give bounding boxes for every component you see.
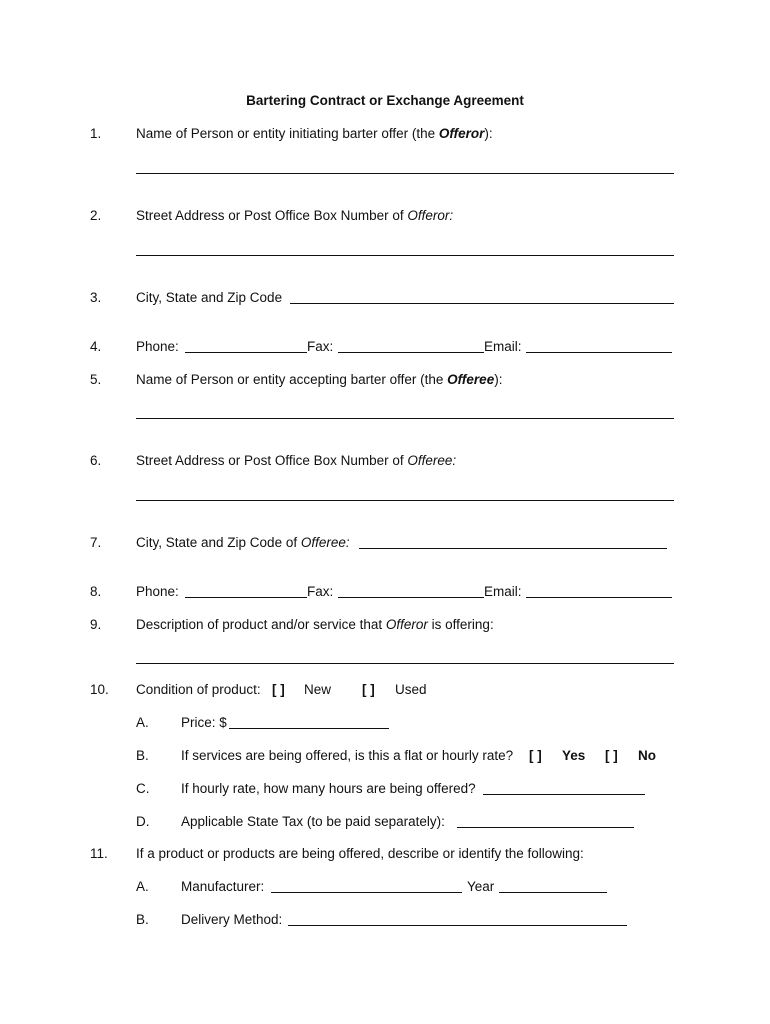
offeree-address-label: Street Address or Post Office Box Number of Offeree:	[136, 453, 457, 468]
offeror-phone-label: Phone:	[136, 339, 179, 354]
yes-label: Yes	[562, 748, 586, 763]
item-number: 2.	[90, 208, 102, 223]
condition-label: Condition of product:	[136, 682, 261, 697]
state-tax-label: Applicable State Tax (to be paid separately):	[181, 814, 445, 829]
offeree-email-field[interactable]	[526, 597, 672, 598]
document-title: Bartering Contract or Exchange Agreement	[246, 93, 524, 108]
new-label: New	[304, 682, 332, 697]
year-label: Year	[467, 879, 495, 894]
item-number: 10.	[90, 682, 109, 697]
product-details-label: If a product or products are being offered, describe or identify the following:	[136, 846, 584, 861]
manufacturer-field[interactable]	[271, 892, 462, 893]
offeree-email-label: Email:	[484, 584, 522, 599]
item-number: 9.	[90, 617, 102, 632]
item-number: 3.	[90, 290, 102, 305]
no-checkbox[interactable]: [ ]	[605, 748, 618, 763]
sub-letter: A.	[136, 879, 149, 894]
offeror-phone-field[interactable]	[185, 352, 307, 353]
item-number: 11.	[90, 846, 108, 861]
sub-letter: B.	[136, 748, 149, 763]
item-number: 6.	[90, 453, 102, 468]
rate-question-label: If services are being offered, is this a flat or hourly rate?	[181, 748, 514, 763]
offeror-email-label: Email:	[484, 339, 522, 354]
sub-letter: B.	[136, 912, 149, 927]
offeror-email-field[interactable]	[526, 352, 672, 353]
offeree-phone-field[interactable]	[185, 597, 307, 598]
item-number: 5.	[90, 372, 102, 387]
offeror-address-label: Street Address or Post Office Box Number of Offeror:	[136, 208, 454, 223]
offeree-name-field[interactable]	[136, 418, 674, 419]
sub-letter: C.	[136, 781, 150, 796]
used-checkbox[interactable]: [ ]	[362, 682, 375, 697]
offeree-city-field[interactable]	[359, 548, 667, 549]
offeror-fax-field[interactable]	[338, 352, 484, 353]
delivery-method-field[interactable]	[288, 925, 627, 926]
offeree-fax-label: Fax:	[307, 584, 334, 599]
description-field[interactable]	[136, 663, 674, 664]
description-label: Description of product and/or service that Offeror is offering:	[136, 617, 494, 632]
delivery-method-label: Delivery Method:	[181, 912, 283, 927]
offeror-name-label: Name of Person or entity initiating barter offer (the Offeror):	[136, 126, 493, 141]
offeree-name-label: Name of Person or entity accepting barter offer (the Offeree):	[136, 372, 503, 387]
manufacturer-label: Manufacturer:	[181, 879, 265, 894]
offeree-address-field[interactable]	[136, 500, 674, 501]
offeror-address-field[interactable]	[136, 255, 674, 256]
item-number: 4.	[90, 339, 102, 354]
state-tax-field[interactable]	[457, 827, 634, 828]
offeree-fax-field[interactable]	[338, 597, 484, 598]
yes-checkbox[interactable]: [ ]	[529, 748, 542, 763]
hours-label: If hourly rate, how many hours are being offered?	[181, 781, 476, 796]
item-number: 8.	[90, 584, 102, 599]
hours-field[interactable]	[483, 794, 645, 795]
sub-letter: A.	[136, 715, 149, 730]
price-label: Price: $	[181, 715, 227, 730]
used-label: Used	[395, 682, 427, 697]
offeror-city-label: City, State and Zip Code	[136, 290, 283, 305]
offeree-city-label: City, State and Zip Code of Offeree:	[136, 535, 350, 550]
offeree-phone-label: Phone:	[136, 584, 179, 599]
no-label: No	[638, 748, 656, 763]
item-number: 1.	[90, 126, 102, 141]
offeror-city-field[interactable]	[290, 303, 674, 304]
offeror-fax-label: Fax:	[307, 339, 334, 354]
offeror-name-field[interactable]	[136, 173, 674, 174]
year-field[interactable]	[499, 892, 607, 893]
price-field[interactable]	[229, 728, 389, 729]
new-checkbox[interactable]: [ ]	[272, 682, 285, 697]
item-number: 7.	[90, 535, 102, 550]
sub-letter: D.	[136, 814, 150, 829]
